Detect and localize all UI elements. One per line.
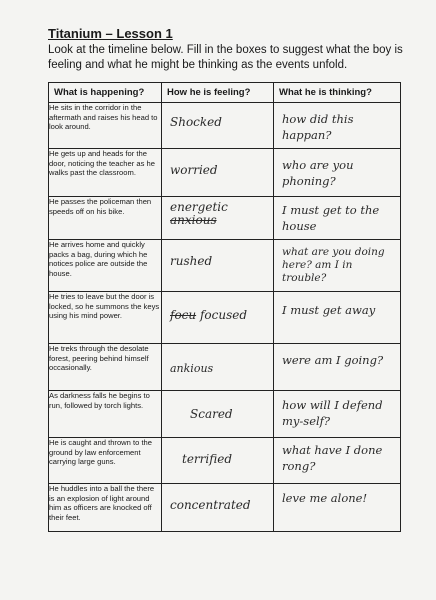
event-cell: He passes the policeman then speeds off on his bike.: [49, 197, 162, 240]
header-what-happening: What is happening?: [49, 83, 162, 103]
feeling-cell: [162, 344, 274, 391]
thinking-cell: [274, 240, 401, 292]
event-cell: He sits in the corridor in the aftermath and raises his head to look around.: [49, 103, 162, 149]
event-cell: As darkness falls he begins to run, followed by torch lights.: [49, 391, 162, 438]
thinking-answer: leve me alone!: [282, 491, 368, 505]
thinking-cell: [274, 103, 401, 149]
thinking-answer: how will I defend my-self?: [282, 398, 383, 428]
header-feeling: How he is feeling?: [162, 83, 274, 103]
thinking-cell: [274, 438, 401, 484]
feeling-answer: Scared: [190, 407, 233, 421]
thinking-answer: who are you phoning?: [282, 158, 354, 188]
thinking-answer: were am I going?: [282, 353, 384, 367]
feeling-crossed-out: anxious: [170, 213, 217, 227]
table-row: [49, 103, 401, 149]
feeling-answer: energetic: [170, 200, 228, 214]
event-cell: He huddles into a ball the there is an explosion of light around him as officers are knocked off their feet.: [49, 484, 162, 532]
table-row: [49, 240, 401, 292]
table-row: [49, 292, 401, 344]
feeling-answer: focused: [199, 308, 248, 322]
feeling-cell: [162, 103, 274, 149]
table-row: [49, 344, 401, 391]
feeling-answer: concentrated: [170, 498, 251, 512]
thinking-cell: [274, 484, 401, 532]
feeling-answer: rushed: [170, 254, 213, 268]
thinking-cell: [274, 149, 401, 197]
feeling-cell: [162, 240, 274, 292]
feeling-answer: ankious: [170, 362, 214, 375]
header-thinking: What he is thinking?: [274, 83, 401, 103]
timeline-table: [48, 82, 401, 532]
table-row: [49, 438, 401, 484]
feeling-answer: terrified: [182, 452, 233, 466]
worksheet-title: Titanium – Lesson 1: [48, 26, 173, 41]
table-row: [49, 149, 401, 197]
feeling-cell: [162, 149, 274, 197]
feeling-cell: [162, 292, 274, 344]
thinking-answer: I must get away: [282, 303, 376, 317]
thinking-answer: how did this happan?: [282, 112, 354, 142]
instructions-text: Look at the timeline below. Fill in the boxes to suggest what the boy is feeling and what he might be thinking as the events unfold.: [48, 44, 403, 71]
event-cell: He treks through the desolate forest, peering behind himself occasionally.: [49, 344, 162, 391]
event-cell: He is caught and thrown to the ground by law enforcement carrying large guns.: [49, 438, 162, 484]
feeling-crossed-out: focu: [170, 308, 197, 322]
thinking-answer: I must get to the house: [282, 203, 380, 233]
feeling-cell: [162, 438, 274, 484]
thinking-cell: [274, 197, 401, 240]
thinking-answer: what have I done rong?: [282, 443, 383, 473]
table-header-row: [49, 83, 401, 103]
feeling-cell: [162, 197, 274, 240]
thinking-cell: [274, 391, 401, 438]
event-cell: He tries to leave but the door is locked, so he summons the keys using his mind power.: [49, 292, 162, 344]
event-cell: He arrives home and quickly packs a bag, during which he notices police are outside the house.: [49, 240, 162, 292]
feeling-answer: worried: [170, 163, 218, 177]
table-row: [49, 484, 401, 532]
feeling-answer: Shocked: [170, 115, 222, 129]
feeling-cell: [162, 391, 274, 438]
thinking-answer: what are you doing here? am I in trouble?: [282, 246, 385, 284]
thinking-cell: [274, 344, 401, 391]
event-cell: He gets up and heads for the door, noticing the teacher as he walks past the classroom.: [49, 149, 162, 197]
table-row: [49, 391, 401, 438]
table-row: [49, 197, 401, 240]
feeling-cell: [162, 484, 274, 532]
thinking-cell: [274, 292, 401, 344]
